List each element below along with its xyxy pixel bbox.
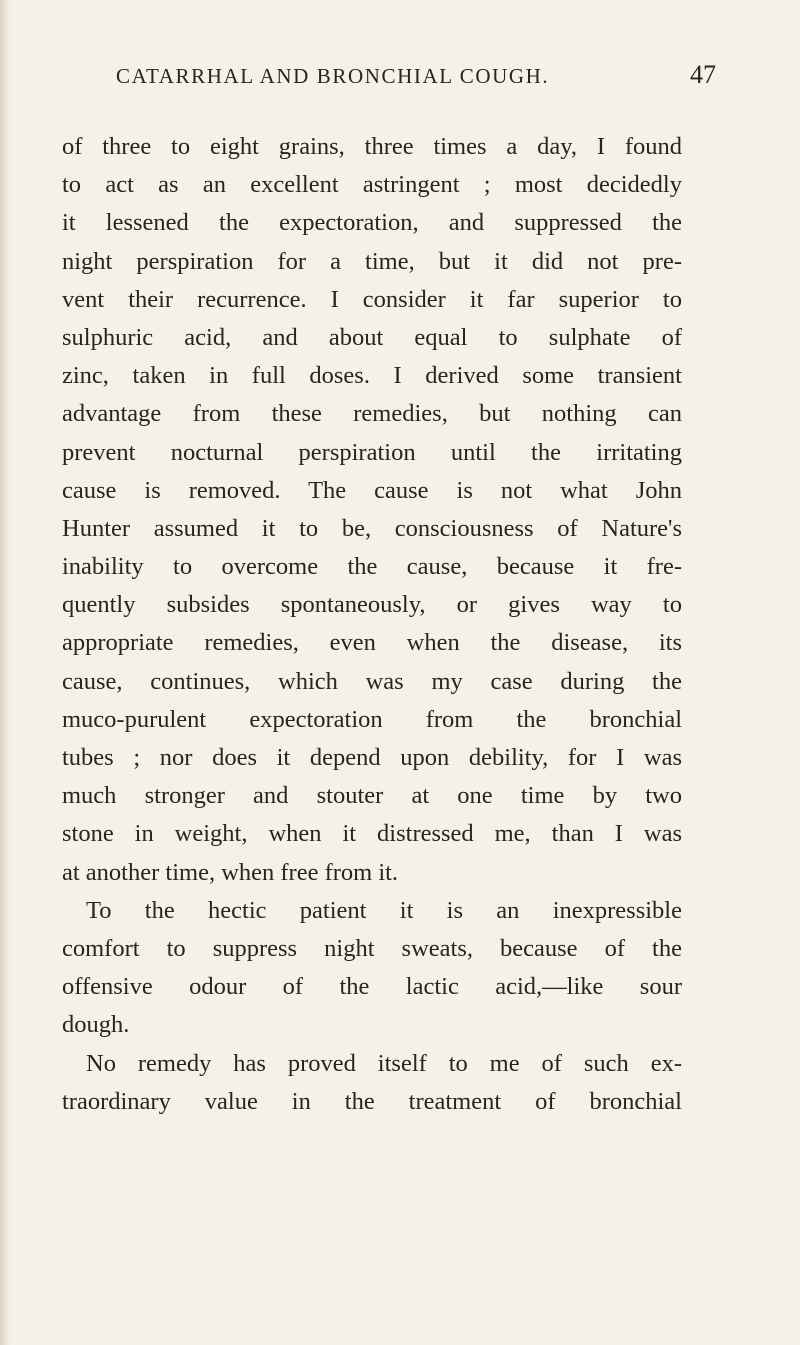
text-line: it lessened the expectoration, and suppressed the [62, 209, 682, 237]
text-line: To the hectic patient it is an inexpressible [86, 896, 682, 924]
text-line: night perspiration for a time, but it did not pre- [62, 247, 682, 275]
text-line: dough. [62, 1011, 130, 1039]
text-line: No remedy has proved itself to me of such ex- [86, 1049, 682, 1077]
text-line: Hunter assumed it to be, consciousness of Nature's [62, 514, 682, 542]
text-line: quently subsides spontaneously, or gives way to [62, 591, 682, 619]
text-line: vent their recurrence. I consider it far superior to [62, 285, 682, 313]
text-line: cause, continues, which was my case during the [62, 667, 682, 695]
text-line: stone in weight, when it distressed me, than I was [62, 820, 682, 848]
text-line: traordinary value in the treatment of bronchial [62, 1087, 682, 1115]
text-line: appropriate remedies, even when the disease, its [62, 629, 682, 657]
text-line: zinc, taken in full doses. I derived some transient [62, 362, 682, 390]
text-line: muco-purulent expectoration from the bronchial [62, 705, 682, 733]
text-line: inability to overcome the cause, because it fre- [62, 553, 682, 581]
body-text [62, 128, 682, 1121]
running-title: CATARRHAL AND BRONCHIAL COUGH. [116, 64, 550, 88]
text-line: prevent nocturnal perspiration until the irritating [62, 438, 682, 466]
text-line: offensive odour of the lactic acid,—like sour [62, 973, 682, 1001]
text-line: of three to eight grains, three times a day, I found [62, 133, 682, 160]
text-line: comfort to suppress night sweats, because of the [62, 934, 682, 962]
running-head [116, 60, 716, 90]
text-line: advantage from these remedies, but nothing can [62, 400, 682, 428]
text-line: sulphuric acid, and about equal to sulphate of [62, 323, 682, 351]
text-line: tubes ; nor does it depend upon debility, for I was [62, 744, 682, 771]
text-line: at another time, when free from it. [62, 858, 399, 886]
text-line: to act as an excellent astringent ; most decidedly [62, 171, 682, 199]
page-edge-shadow [0, 0, 10, 1345]
text-line: much stronger and stouter at one time by two [62, 782, 682, 810]
text-line: cause is removed. The cause is not what John [62, 476, 682, 504]
page-number: 47 [690, 60, 716, 89]
